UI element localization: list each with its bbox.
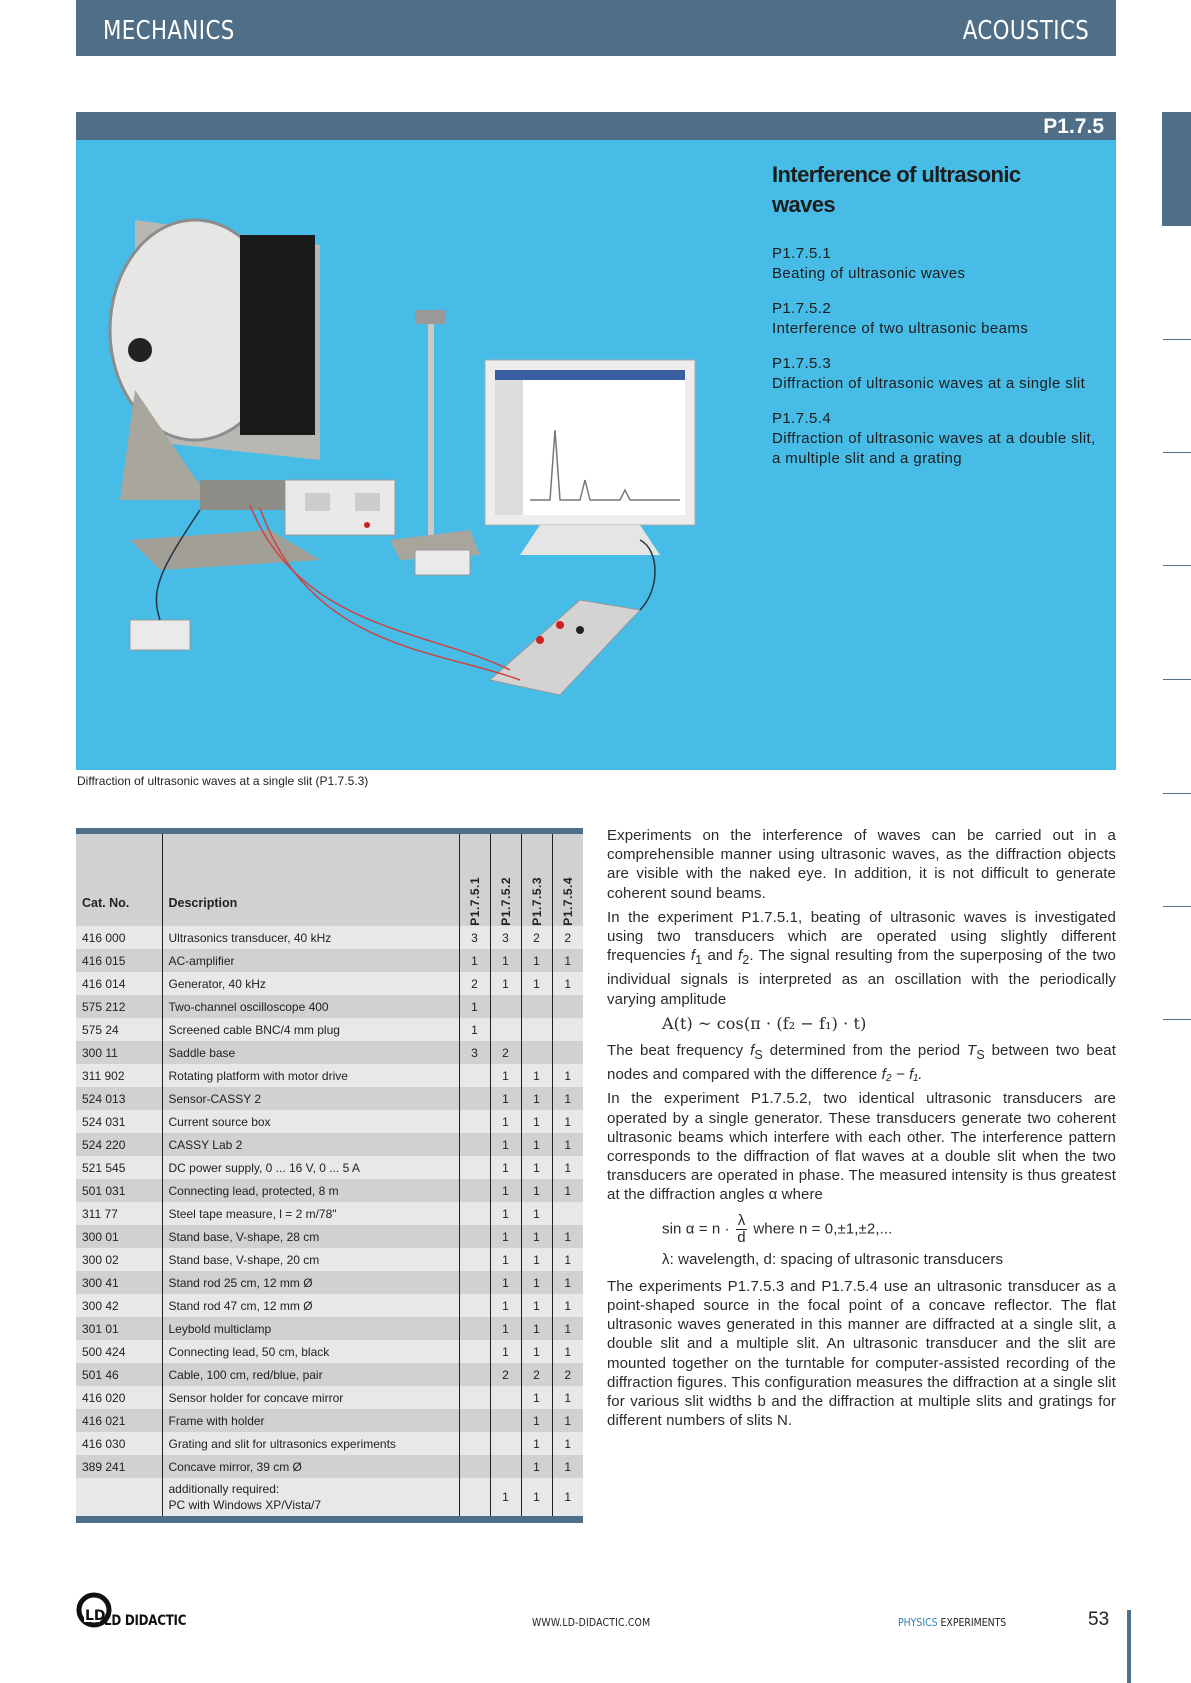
quantity (459, 1179, 490, 1202)
pc-monitor (485, 360, 695, 555)
description: Screened cable BNC/4 mm plug (162, 1018, 459, 1041)
section-code: P1.7.5 (1043, 115, 1104, 138)
quantity: 1 (552, 1087, 583, 1110)
amplifier-box (130, 620, 190, 650)
page-marker-bar (1127, 1610, 1131, 1683)
table-row (76, 1317, 583, 1340)
quantity (459, 1248, 490, 1271)
quantity: 1 (552, 1455, 583, 1478)
table-row (76, 1064, 583, 1087)
cat-no: 416 020 (76, 1386, 162, 1409)
cat-no: 311 902 (76, 1064, 162, 1087)
description: Current source box (162, 1110, 459, 1133)
quantity: 2 (490, 1041, 521, 1064)
description: Cable, 100 cm, red/blue, pair (162, 1363, 459, 1386)
quantity: 1 (490, 1317, 521, 1340)
experiment-item (772, 244, 1102, 284)
quantity: 2 (552, 1363, 583, 1386)
quantity: 1 (521, 1064, 552, 1087)
description: CASSY Lab 2 (162, 1133, 459, 1156)
cat-no: 416 000 (76, 926, 162, 949)
experiment-code: P1.7.5.2 (772, 300, 832, 317)
description: Sensor holder for concave mirror (162, 1386, 459, 1409)
formula-diffraction: sin α = n · $\frac{\lambda}{d}$ where n = 0,±1,±2,... (662, 1211, 893, 1246)
quantity (490, 1409, 521, 1432)
quantity: 1 (521, 1271, 552, 1294)
cat-no: 501 031 (76, 1179, 162, 1202)
cat-no: 416 021 (76, 1409, 162, 1432)
table-row (76, 1294, 583, 1317)
quantity (552, 1041, 583, 1064)
paragraph: The experiments P1.7.5.3 and P1.7.5.4 use an ultrasonic transducer as a point-shaped source in the focal point of a concave reflector. The flat ultrasonic waves generated in this manner are diffracted at a single slit, a double slit and a multiple slit. An ultrasonic transducer and the slit are mounted together on the turntable for computer-assisted recording of the diffraction figures. This configuration measures the diffraction at a single slit for various slit widths b and the diffraction at multiple slits and gratings for different numbers of slits N. (607, 1277, 1116, 1430)
quantity (459, 1386, 490, 1409)
quantity (552, 1202, 583, 1225)
description: Stand base, V-shape, 28 cm (162, 1225, 459, 1248)
quantity: 1 (521, 1110, 552, 1133)
description: Stand base, V-shape, 20 cm (162, 1248, 459, 1271)
quantity: 1 (552, 972, 583, 995)
quantity: 1 (552, 949, 583, 972)
quantity: 3 (459, 1041, 490, 1064)
header-exp-1: P1.7.5.1 (459, 834, 490, 926)
table-row (76, 1248, 583, 1271)
quantity: 1 (521, 1133, 552, 1156)
quantity (490, 1455, 521, 1478)
cat-no: 300 11 (76, 1041, 162, 1064)
quantity (459, 1363, 490, 1386)
logo-text: LD DIDACTIC (104, 1613, 187, 1629)
table-row (76, 1455, 583, 1478)
experiment-title: Interference of two ultrasonic beams (772, 320, 1029, 337)
table-row (76, 1087, 583, 1110)
cat-no: 501 46 (76, 1363, 162, 1386)
quantity: 3 (490, 926, 521, 949)
cat-no: 521 545 (76, 1156, 162, 1179)
quantity: 1 (459, 995, 490, 1018)
quantity: 1 (521, 1478, 552, 1516)
description: Ultrasonics transducer, 40 kHz (162, 926, 459, 949)
quantity: 1 (521, 1294, 552, 1317)
table-bottom-rule (76, 1516, 583, 1523)
quantity: 1 (552, 1386, 583, 1409)
table-row-additional (76, 1478, 583, 1516)
quantity (459, 1064, 490, 1087)
quantity: 1 (490, 1248, 521, 1271)
quantity: 1 (521, 1248, 552, 1271)
quantity: 1 (521, 949, 552, 972)
quantity: 1 (552, 1478, 583, 1516)
cat-no: 575 212 (76, 995, 162, 1018)
quantity: 1 (490, 1179, 521, 1202)
quantity: 1 (521, 1409, 552, 1432)
cat-no: 300 42 (76, 1294, 162, 1317)
experiment-title: Diffraction of ultrasonic waves at a double slit, a multiple slit and a grating (772, 430, 1096, 467)
quantity (521, 1041, 552, 1064)
quantity: 2 (552, 926, 583, 949)
quantity: 1 (521, 1087, 552, 1110)
description: Two-channel oscilloscope 400 (162, 995, 459, 1018)
quantity: 1 (490, 1340, 521, 1363)
quantity: 3 (459, 926, 490, 949)
quantity: 1 (521, 1202, 552, 1225)
quantity: 1 (552, 1340, 583, 1363)
quantity: 1 (490, 1225, 521, 1248)
table-row (76, 1225, 583, 1248)
table-row (76, 949, 583, 972)
quantity (459, 1478, 490, 1516)
topic-title: ACOUSTICS (962, 16, 1089, 46)
cat-no: 416 015 (76, 949, 162, 972)
website-link[interactable]: WWW.LD-DIDACTIC.COM (532, 1616, 651, 1629)
table-row (76, 1432, 583, 1455)
experiment-title: Diffraction of ultrasonic waves at a single slit (772, 375, 1086, 392)
quantity (459, 1432, 490, 1455)
cat-no: 311 77 (76, 1202, 162, 1225)
quantity: 1 (490, 1294, 521, 1317)
description: DC power supply, 0 ... 16 V, 0 ... 5 A (162, 1156, 459, 1179)
description: Rotating platform with motor drive (162, 1064, 459, 1087)
cat-no: 524 031 (76, 1110, 162, 1133)
description: Connecting lead, 50 cm, black (162, 1340, 459, 1363)
description: Steel tape measure, l = 2 m/78" (162, 1202, 459, 1225)
section-title: Interference of ultrasonic waves (772, 162, 1021, 217)
quantity: 1 (552, 1248, 583, 1271)
quantity: 2 (459, 972, 490, 995)
table-row (76, 1110, 583, 1133)
quantity: 1 (521, 1225, 552, 1248)
description: Stand rod 25 cm, 12 mm Ø (162, 1271, 459, 1294)
side-tab-marker (1163, 565, 1191, 566)
experiment-title: Beating of ultrasonic waves (772, 265, 966, 282)
generator (285, 480, 395, 535)
quantity: 1 (552, 1156, 583, 1179)
quantity (521, 995, 552, 1018)
cat-no: 416 014 (76, 972, 162, 995)
quantity: 1 (521, 972, 552, 995)
header-description: Description (162, 834, 459, 926)
quantity (459, 1133, 490, 1156)
paragraph: The beat frequency $f_S$ determined from the period $T_S$ between two beat nodes and compared with the difference f₂ − f₁. (607, 1042, 1116, 1084)
cat-no: 301 01 (76, 1317, 162, 1340)
quantity: 1 (490, 1156, 521, 1179)
side-tab-active (1162, 112, 1191, 226)
body-text (607, 826, 1116, 1435)
table-row (76, 1340, 583, 1363)
experiment-item (772, 409, 1102, 469)
quantity: 1 (521, 1317, 552, 1340)
quantity (459, 1294, 490, 1317)
description: Saddle base (162, 1041, 459, 1064)
quantity: 1 (552, 1179, 583, 1202)
quantity: 1 (490, 1271, 521, 1294)
photo-caption: Diffraction of ultrasonic waves at a single slit (P1.7.5.3) (77, 774, 369, 788)
quantity: 1 (490, 1133, 521, 1156)
description: Leybold multiclamp (162, 1317, 459, 1340)
description: AC-amplifier (162, 949, 459, 972)
description: additionally required: PC with Windows XP/Vista/7 (162, 1478, 459, 1516)
table-row (76, 926, 583, 949)
table-row (76, 1179, 583, 1202)
quantity (459, 1271, 490, 1294)
cat-no: 300 02 (76, 1248, 162, 1271)
cat-no: 300 01 (76, 1225, 162, 1248)
side-tab-marker (1163, 793, 1191, 794)
equipment-table (76, 828, 583, 1523)
description: Frame with holder (162, 1409, 459, 1432)
table-row (76, 972, 583, 995)
side-tab-marker (1163, 452, 1191, 453)
quantity (459, 1225, 490, 1248)
quantity: 2 (521, 926, 552, 949)
svg-text:LD: LD (85, 1608, 106, 1624)
paragraph: In the experiment P1.7.5.1, beating of ultrasonic waves is investigated using two transducers which are operated using slightly different frequencies $f_1$ and $f_2$. The signal resulting from the superposing of the two individual signals is interpreted as an oscillation with the periodically varying amplitude (607, 908, 1116, 1008)
table-row (76, 1363, 583, 1386)
side-tab-marker (1163, 679, 1191, 680)
stand-rod (390, 310, 480, 560)
quantity: 1 (552, 1110, 583, 1133)
concave-mirror (110, 220, 320, 500)
quantity: 1 (552, 1064, 583, 1087)
quantity: 1 (521, 1432, 552, 1455)
quantity (521, 1018, 552, 1041)
page-number: 53 (1088, 1609, 1110, 1630)
table-row (76, 1133, 583, 1156)
quantity: 1 (490, 972, 521, 995)
quantity: 1 (521, 1340, 552, 1363)
quantity (459, 1110, 490, 1133)
header-exp-3: P1.7.5.3 (521, 834, 552, 926)
table-row (76, 995, 583, 1018)
quantity: 1 (490, 1087, 521, 1110)
chapter-title: MECHANICS (103, 16, 235, 46)
sensor-cassy (490, 600, 640, 695)
quantity: 1 (490, 949, 521, 972)
quantity: 1 (552, 1271, 583, 1294)
cat-no: 389 241 (76, 1455, 162, 1478)
experiment-photo (100, 210, 720, 710)
cat-no: 300 41 (76, 1271, 162, 1294)
table-row (76, 1156, 583, 1179)
quantity (490, 1432, 521, 1455)
paragraph: In the experiment P1.7.5.2, two identical ultrasonic transducers are operated by a single generator. These transducers generate two coherent ultrasonic beams which interfere with each other. The interference pattern corresponds to the diffraction of flat waves at a double slit when the two transducers are operated in phase. The measured intensity is thus greatest at the diffraction angles α where (607, 1090, 1116, 1204)
chapter-header (76, 0, 1116, 56)
quantity: 1 (490, 1110, 521, 1133)
header-cat-no: Cat. No. (76, 834, 162, 926)
cat-no: 524 220 (76, 1133, 162, 1156)
table-row (76, 1018, 583, 1041)
experiment-list (772, 244, 1102, 484)
experiment-code: P1.7.5.4 (772, 410, 832, 427)
table-row (76, 1202, 583, 1225)
experiment-code: P1.7.5.1 (772, 245, 832, 262)
table-row (76, 1409, 583, 1432)
description: Stand rod 47 cm, 12 mm Ø (162, 1294, 459, 1317)
quantity: 1 (552, 1432, 583, 1455)
table-row (76, 1041, 583, 1064)
quantity: 1 (459, 1018, 490, 1041)
description: Generator, 40 kHz (162, 972, 459, 995)
quantity: 1 (552, 1133, 583, 1156)
quantity: 2 (490, 1363, 521, 1386)
side-tab-marker (1163, 339, 1191, 340)
quantity: 1 (490, 1202, 521, 1225)
quantity (552, 1018, 583, 1041)
section-bar (76, 112, 1116, 140)
quantity (459, 1455, 490, 1478)
quantity (490, 1386, 521, 1409)
cat-no: 500 424 (76, 1340, 162, 1363)
quantity: 1 (521, 1455, 552, 1478)
cat-no: 575 24 (76, 1018, 162, 1041)
description: Concave mirror, 39 cm Ø (162, 1455, 459, 1478)
description: Sensor-CASSY 2 (162, 1087, 459, 1110)
table-row (76, 1271, 583, 1294)
cat-no (76, 1478, 162, 1516)
header-exp-4: P1.7.5.4 (552, 834, 583, 926)
quantity (459, 1340, 490, 1363)
quantity (459, 1156, 490, 1179)
side-tab-marker (1163, 906, 1191, 907)
formula-beat: A(t) ~ cos(π · (f₂ − f₁) · t) (662, 1013, 867, 1033)
quantity (459, 1202, 490, 1225)
quantity: 1 (521, 1156, 552, 1179)
quantity: 1 (552, 1225, 583, 1248)
quantity: 1 (552, 1409, 583, 1432)
cat-no: 416 030 (76, 1432, 162, 1455)
header-exp-2: P1.7.5.2 (490, 834, 521, 926)
quantity (490, 995, 521, 1018)
experiment-code: P1.7.5.3 (772, 355, 832, 372)
description: Connecting lead, protected, 8 m (162, 1179, 459, 1202)
quantity: 1 (521, 1179, 552, 1202)
quantity: 1 (521, 1386, 552, 1409)
quantity (490, 1018, 521, 1041)
quantity: 2 (521, 1363, 552, 1386)
current-source-box (415, 550, 470, 575)
description: Grating and slit for ultrasonics experiments (162, 1432, 459, 1455)
formula-legend: λ: wavelength, d: spacing of ultrasonic transducers (662, 1250, 1004, 1268)
paragraph: Experiments on the interference of waves can be carried out in a comprehensible manner using ultrasonic waves, as the diffraction objects are visible with the naked eye. In addition, it is not difficult to generate coherent sound beams. (607, 827, 1116, 902)
cat-no: 524 013 (76, 1087, 162, 1110)
quantity (459, 1087, 490, 1110)
quantity: 1 (552, 1317, 583, 1340)
table-row (76, 1386, 583, 1409)
quantity: 1 (459, 949, 490, 972)
experiment-item (772, 299, 1102, 339)
quantity: 1 (490, 1478, 521, 1516)
quantity (459, 1317, 490, 1340)
quantity: 1 (552, 1294, 583, 1317)
quantity (459, 1409, 490, 1432)
quantity (552, 995, 583, 1018)
experiment-item (772, 354, 1102, 394)
side-tab-marker (1163, 1019, 1191, 1020)
footer-section-label: PHYSICS EXPERIMENTS (898, 1616, 1007, 1629)
quantity: 1 (490, 1064, 521, 1087)
